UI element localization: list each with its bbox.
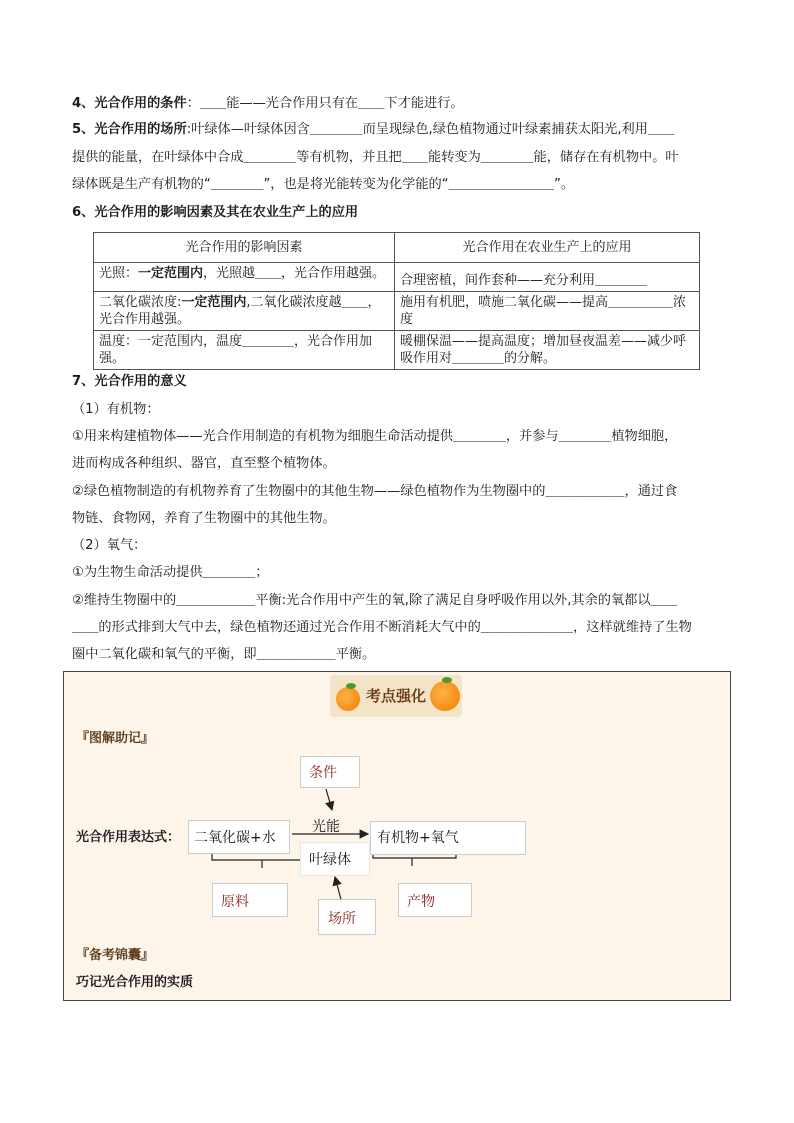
table-header-application: 光合作用在农业生产上的应用 [395,233,700,263]
table-cell-application: 暖棚保温——提高温度；增加昼夜温差——减少呼吸作用对＿＿＿＿的分解。 [395,331,700,370]
section-tips-heading: 『备考锦囊』 [76,948,155,963]
reactants-label: 二氧化碳+水 [194,830,276,846]
item-5-label: 5、光合作用的场所 [72,122,187,137]
item-7-sub-2: （2）氧气： [72,538,147,553]
item-5-line-1 [72,117,732,143]
table-header-factor: 光合作用的影响因素 [94,233,395,263]
factor-emphasis: 一定范围内 [138,266,204,281]
table-row [94,263,700,292]
condition-arrow [326,789,332,810]
condition-label: 条件 [309,765,337,781]
item-7-p3: ①为生物生命活动提供＿＿＿＿； [72,565,269,580]
product-box [398,883,472,917]
products-label: 有机物+氧气 [377,830,459,846]
table-cell-application: 施用有机肥，喷施二氧化碳——提高＿＿＿＿＿浓度 [395,292,700,331]
item-5-line-3: 绿体既是生产有机物的“＿＿＿＿”，也是将光能转变为化学能的“＿＿＿＿＿＿＿＿”。 [72,177,575,192]
expression-label: 光合作用表达式： [76,830,181,845]
item-7-p1-line-2: 进而构成各种组织、器官，直至整个植物体。 [72,456,336,471]
table-cell-factor [94,292,395,331]
table-row [94,292,700,331]
table-header-row [94,233,700,263]
place-box [318,899,376,935]
item-7-p2-line-1: ②绿色植物制造的有机物养育了生物圈中的其他生物——绿色植物作为生物圈中的＿＿＿＿＿＿，通过食 [72,484,678,499]
factor-text: ,二氧化碳浓度越＿＿，光合作用越强。 [99,295,381,327]
section-diagram-heading: 『图解助记』 [76,731,155,746]
table-cell-application: 合理密植，间作套种——充分利用＿＿＿＿ [395,263,700,292]
item-5-text-1: :叶绿体—叶绿体因含＿＿＿＿而呈现绿色,绿色植物通过叶绿素捕获太阳光,利用＿＿ [186,122,675,137]
tip-title: 巧记光合作用的实质 [76,975,194,990]
key-points-box [63,671,731,1001]
light-energy-label: 光能 [312,819,340,835]
factors-table [93,232,700,370]
chloroplast-box [300,842,370,876]
factor-text: 光照： [99,266,139,281]
place-label: 场所 [328,911,356,927]
item-4-text: ：＿＿能——光合作用只有在＿＿下才能进行。 [186,96,464,111]
banner-title: 考点强化 [366,687,427,705]
factor-text: 二氧化碳浓度: [99,295,182,310]
item-7-p1-line-1: ①用来构建植物体——光合作用制造的有机物为细胞生命活动提供＿＿＿＿，并参与＿＿＿＿植物细胞， [72,429,678,444]
raw-material-box [212,883,288,917]
raw-material-label: 原料 [221,894,249,910]
reactants-box [188,820,290,854]
item-4 [72,91,732,117]
item-7-p4-line-1: ②维持生物圈中的＿＿＿＿＿＿平衡:光合作用中产生的氧,除了满足自身呼吸作用以外,其余的氧都以＿＿ [72,593,677,608]
chloroplast-label: 叶绿体 [309,852,351,868]
products-box [370,821,526,855]
table-cell-factor [94,263,395,292]
item-7-heading: 7、光合作用的意义 [72,374,187,389]
table-cell-factor: 温度：一定范围内，温度＿＿＿＿，光合作用加强。 [94,331,395,370]
item-4-label: 4、光合作用的条件 [72,96,187,111]
table-row [94,331,700,370]
product-label: 产物 [407,894,435,910]
item-6-heading: 6、光合作用的影响因素及其在农业生产上的应用 [72,205,359,220]
item-7-p4-line-3: 圈中二氧化碳和氧气的平衡，即＿＿＿＿＿＿平衡。 [72,647,376,662]
factor-text: ，光照越＿＿，光合作用越强。 [203,266,386,281]
item-7-sub-1: （1）有机物： [72,402,160,417]
item-7-p2-line-2: 物链、食物网，养育了生物圈中的其他生物。 [72,511,336,526]
factor-emphasis: 一定范围内 [181,295,247,310]
item-7-p4-line-2: ＿＿的形式排到大气中去，绿色植物还通过光合作用不断消耗大气中的＿＿＿＿＿＿＿，这样就维持了生物 [72,620,692,635]
item-5-line-2: 提供的能量，在叶绿体中合成＿＿＿＿等有机物，并且把＿＿能转变为＿＿＿＿能，储存在有机物中。叶 [72,150,679,165]
